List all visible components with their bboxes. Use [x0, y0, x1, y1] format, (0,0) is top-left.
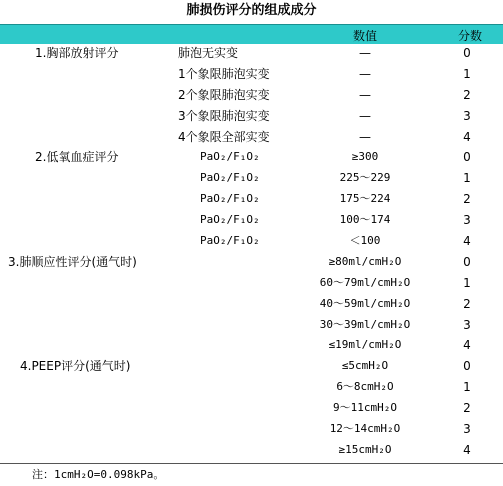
- row-subitem: 3个象限肺泡实变: [178, 108, 270, 123]
- row-subitem: PaO₂/F₁O₂: [200, 150, 260, 164]
- row-score: 2: [463, 192, 471, 207]
- table-row: [0, 294, 503, 315]
- row-score: 0: [463, 46, 471, 60]
- row-value: ≥80ml/cmH₂O: [328, 254, 402, 268]
- table-row: [0, 440, 503, 461]
- row-score: 2: [463, 296, 471, 311]
- row-value: ≥15cmH₂O: [338, 442, 392, 456]
- row-value: —: [359, 108, 371, 123]
- row-score: 1: [463, 380, 471, 395]
- row-subitem: 1个象限肺泡实变: [178, 66, 270, 81]
- row-value: 30～39ml/cmH₂O: [319, 317, 411, 331]
- row-score: 3: [463, 213, 471, 228]
- table-row: [0, 64, 503, 85]
- row-value: 12～14cmH₂O: [329, 422, 401, 436]
- row-value: ≤19ml/cmH₂O: [328, 338, 402, 352]
- table-row: [0, 377, 503, 398]
- row-value: ≤5cmH₂O: [341, 359, 389, 373]
- row-subitem: 4个象限全部实变: [178, 129, 270, 144]
- row-value: —: [359, 87, 371, 102]
- row-score: 1: [463, 275, 471, 290]
- row-subitem: PaO₂/F₁O₂: [200, 234, 260, 248]
- table-bottom-rule: [0, 463, 503, 464]
- row-score: 4: [463, 338, 471, 353]
- table-row: [0, 315, 503, 336]
- header-score: 分数: [457, 29, 482, 43]
- row-value: 100～174: [339, 213, 391, 227]
- row-score: 4: [463, 234, 471, 249]
- row-score: 1: [463, 171, 471, 186]
- row-category: 4.PEEP评分(通气时): [20, 359, 131, 374]
- table-row: [0, 189, 503, 210]
- row-score: 3: [463, 422, 471, 437]
- row-subitem: PaO₂/F₁O₂: [200, 192, 260, 206]
- table-row: [0, 168, 503, 189]
- table-row: [0, 210, 503, 231]
- row-value: 60～79ml/cmH₂O: [319, 275, 411, 289]
- row-value: 175～224: [339, 192, 391, 206]
- header-value: 数值: [352, 29, 377, 43]
- row-value: 9～11cmH₂O: [333, 401, 397, 415]
- row-value: ＜100: [349, 234, 381, 248]
- row-category: 2.低氧血症评分: [35, 150, 119, 165]
- row-score: 0: [463, 254, 471, 269]
- row-score: 0: [463, 150, 471, 165]
- table-row: [0, 252, 503, 273]
- table-row: [0, 43, 503, 64]
- table-row: [0, 147, 503, 168]
- row-value: —: [359, 66, 371, 81]
- row-subitem: PaO₂/F₁O₂: [200, 171, 260, 185]
- row-value: ≥300: [351, 150, 379, 164]
- row-score: 3: [463, 317, 471, 332]
- table-footnote: 注：1cmH₂O=0.098kPa。: [32, 468, 165, 481]
- row-value: —: [359, 129, 371, 144]
- row-score: 4: [463, 129, 471, 144]
- row-score: 3: [463, 108, 471, 123]
- table-row: [0, 335, 503, 356]
- table-title: 肺损伤评分的组成成分: [186, 3, 317, 18]
- row-score: 1: [463, 66, 471, 81]
- row-score: 4: [463, 442, 471, 457]
- table-row: [0, 106, 503, 127]
- table-row: [0, 419, 503, 440]
- table-body: [0, 43, 503, 461]
- table-row: [0, 127, 503, 148]
- row-value: 225～229: [339, 171, 391, 185]
- row-subitem: 肺泡无实变: [178, 46, 239, 60]
- table-row: [0, 231, 503, 252]
- table-row: [0, 356, 503, 377]
- row-category: 3.肺顺应性评分(通气时): [8, 254, 137, 269]
- row-score: 0: [463, 359, 471, 374]
- row-subitem: 2个象限肺泡实变: [178, 87, 270, 102]
- table-row: [0, 273, 503, 294]
- table-row: [0, 398, 503, 419]
- row-value: —: [359, 46, 371, 60]
- row-category: 1.胸部放射评分: [35, 46, 119, 60]
- row-subitem: PaO₂/F₁O₂: [200, 213, 260, 227]
- table-header: [0, 24, 503, 44]
- table-row: [0, 85, 503, 106]
- row-value: 40～59ml/cmH₂O: [319, 296, 411, 310]
- row-score: 2: [463, 87, 471, 102]
- row-value: 6～8cmH₂O: [336, 380, 394, 394]
- row-score: 2: [463, 401, 471, 416]
